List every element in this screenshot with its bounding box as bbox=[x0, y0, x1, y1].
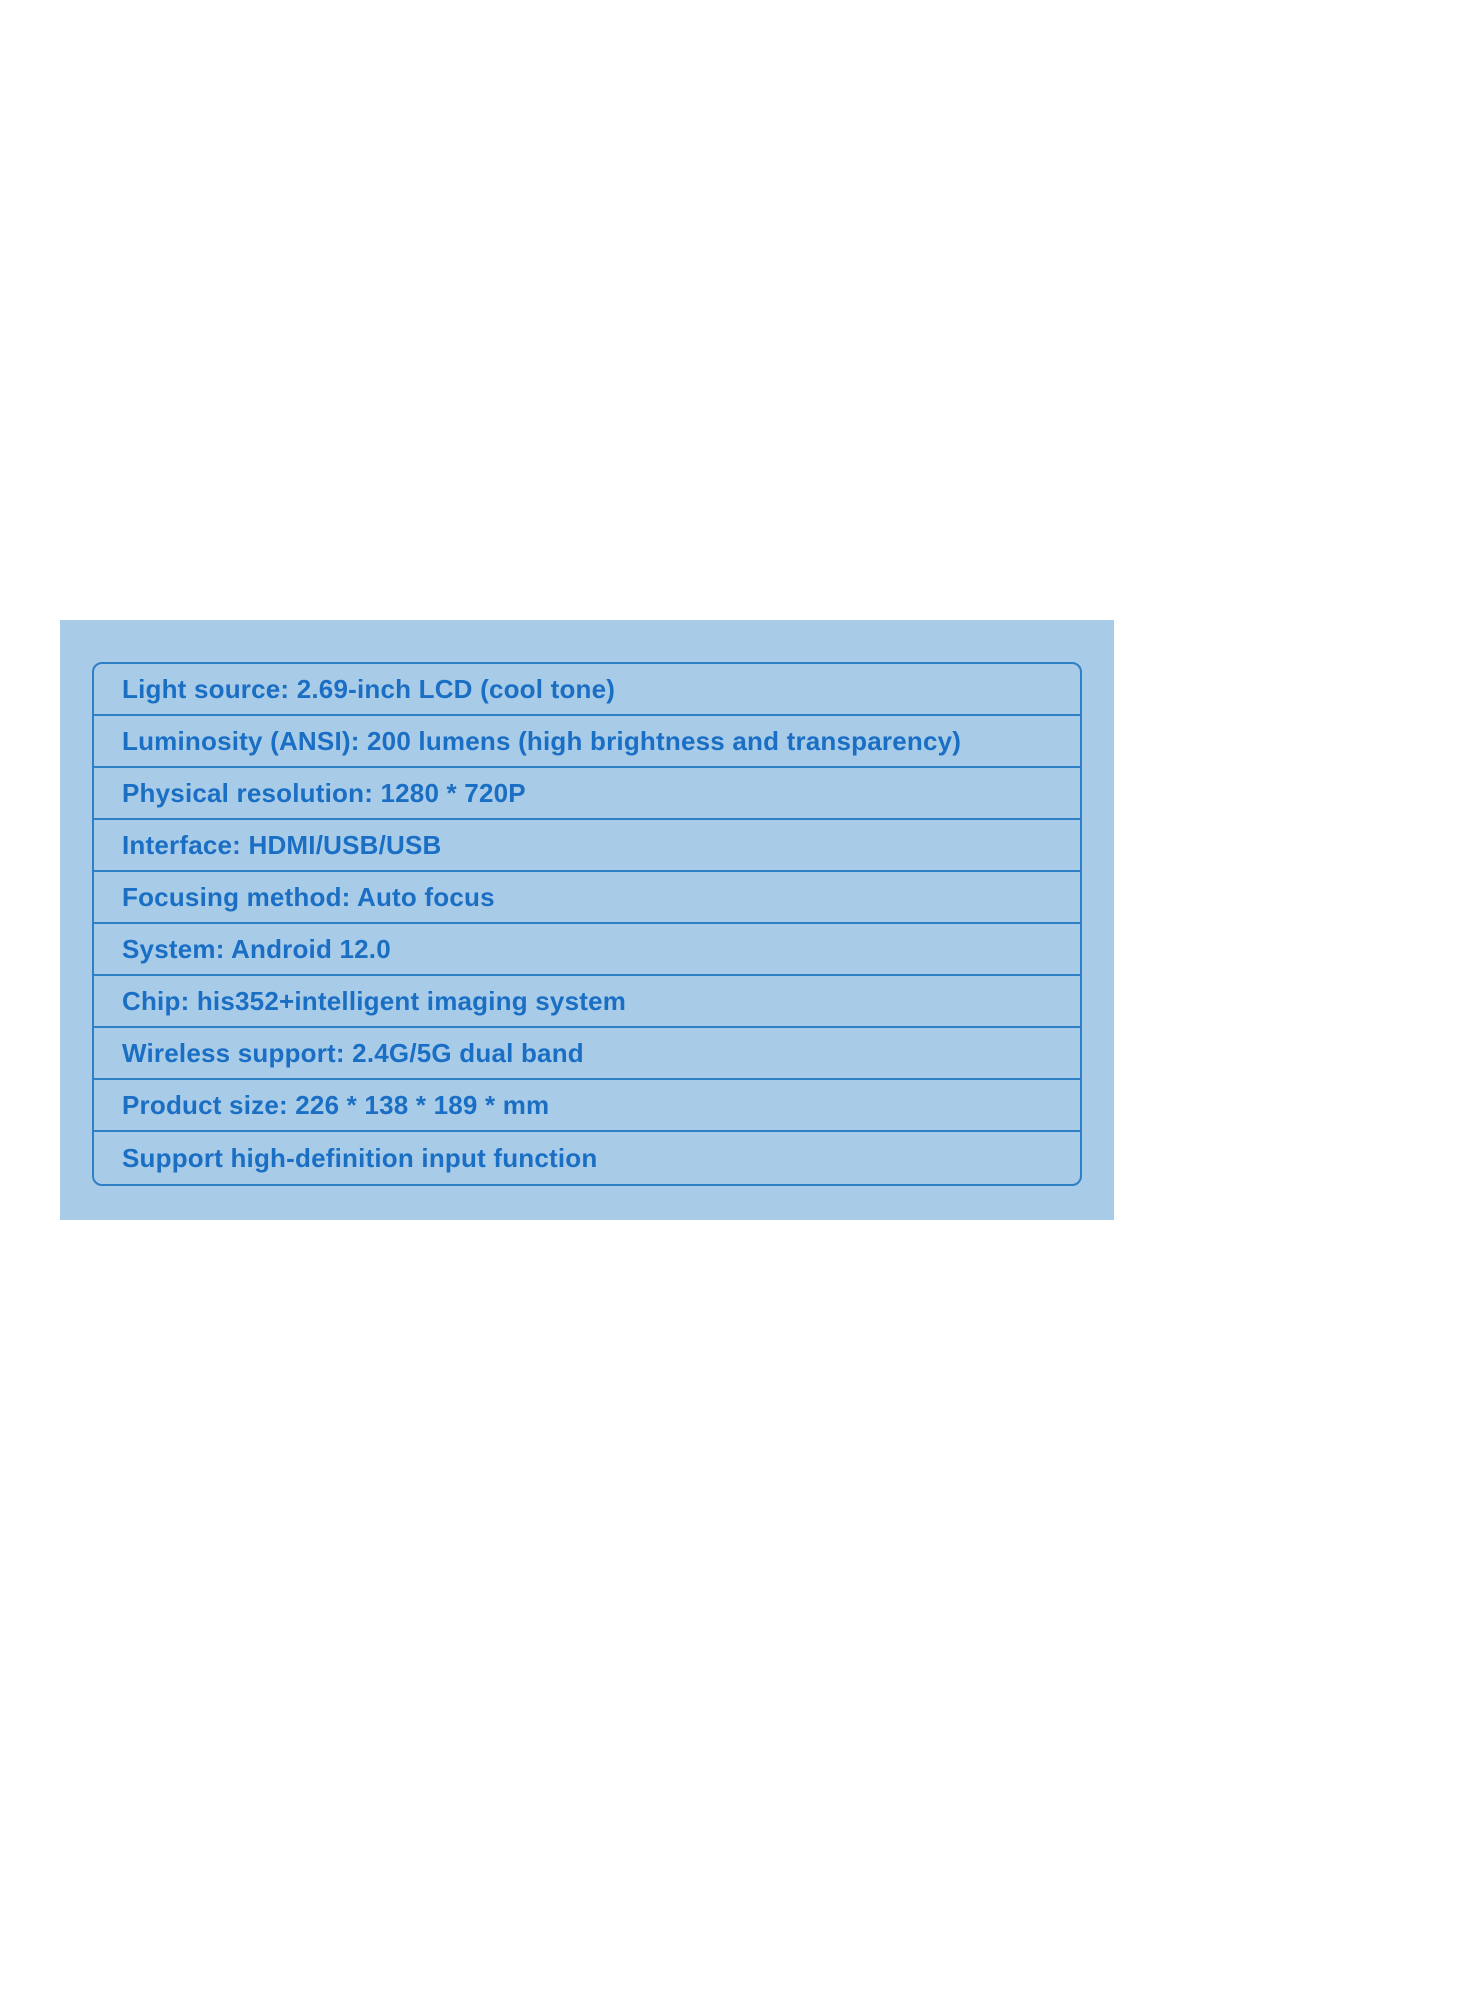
spec-hd-input-function: Support high-definition input function bbox=[122, 1142, 598, 1173]
spec-product-size: Product size: 226 * 138 * 189 * mm bbox=[122, 1089, 550, 1120]
table-row bbox=[94, 820, 1080, 872]
spec-focusing-method: Focusing method: Auto focus bbox=[122, 881, 495, 912]
table-row bbox=[94, 716, 1080, 768]
spec-chip: Chip: his352+intelligent imaging system bbox=[122, 985, 627, 1016]
spec-system: System: Android 12.0 bbox=[122, 933, 391, 964]
spec-interface: Interface: HDMI/USB/USB bbox=[122, 829, 442, 860]
table-row bbox=[94, 1080, 1080, 1132]
table-row bbox=[94, 768, 1080, 820]
spec-light-source: Light source: 2.69-inch LCD (cool tone) bbox=[122, 673, 616, 704]
table-row bbox=[94, 872, 1080, 924]
spec-wireless-support: Wireless support: 2.4G/5G dual band bbox=[122, 1037, 584, 1068]
table-row bbox=[94, 924, 1080, 976]
table-row bbox=[94, 1132, 1080, 1184]
spec-luminosity: Luminosity (ANSI): 200 lumens (high brightness and transparency) bbox=[122, 725, 962, 756]
table-row bbox=[94, 976, 1080, 1028]
table-row bbox=[94, 664, 1080, 716]
spec-physical-resolution: Physical resolution: 1280 * 720P bbox=[122, 777, 526, 808]
specification-panel bbox=[60, 620, 1114, 1220]
specification-table bbox=[92, 662, 1082, 1186]
table-row bbox=[94, 1028, 1080, 1080]
